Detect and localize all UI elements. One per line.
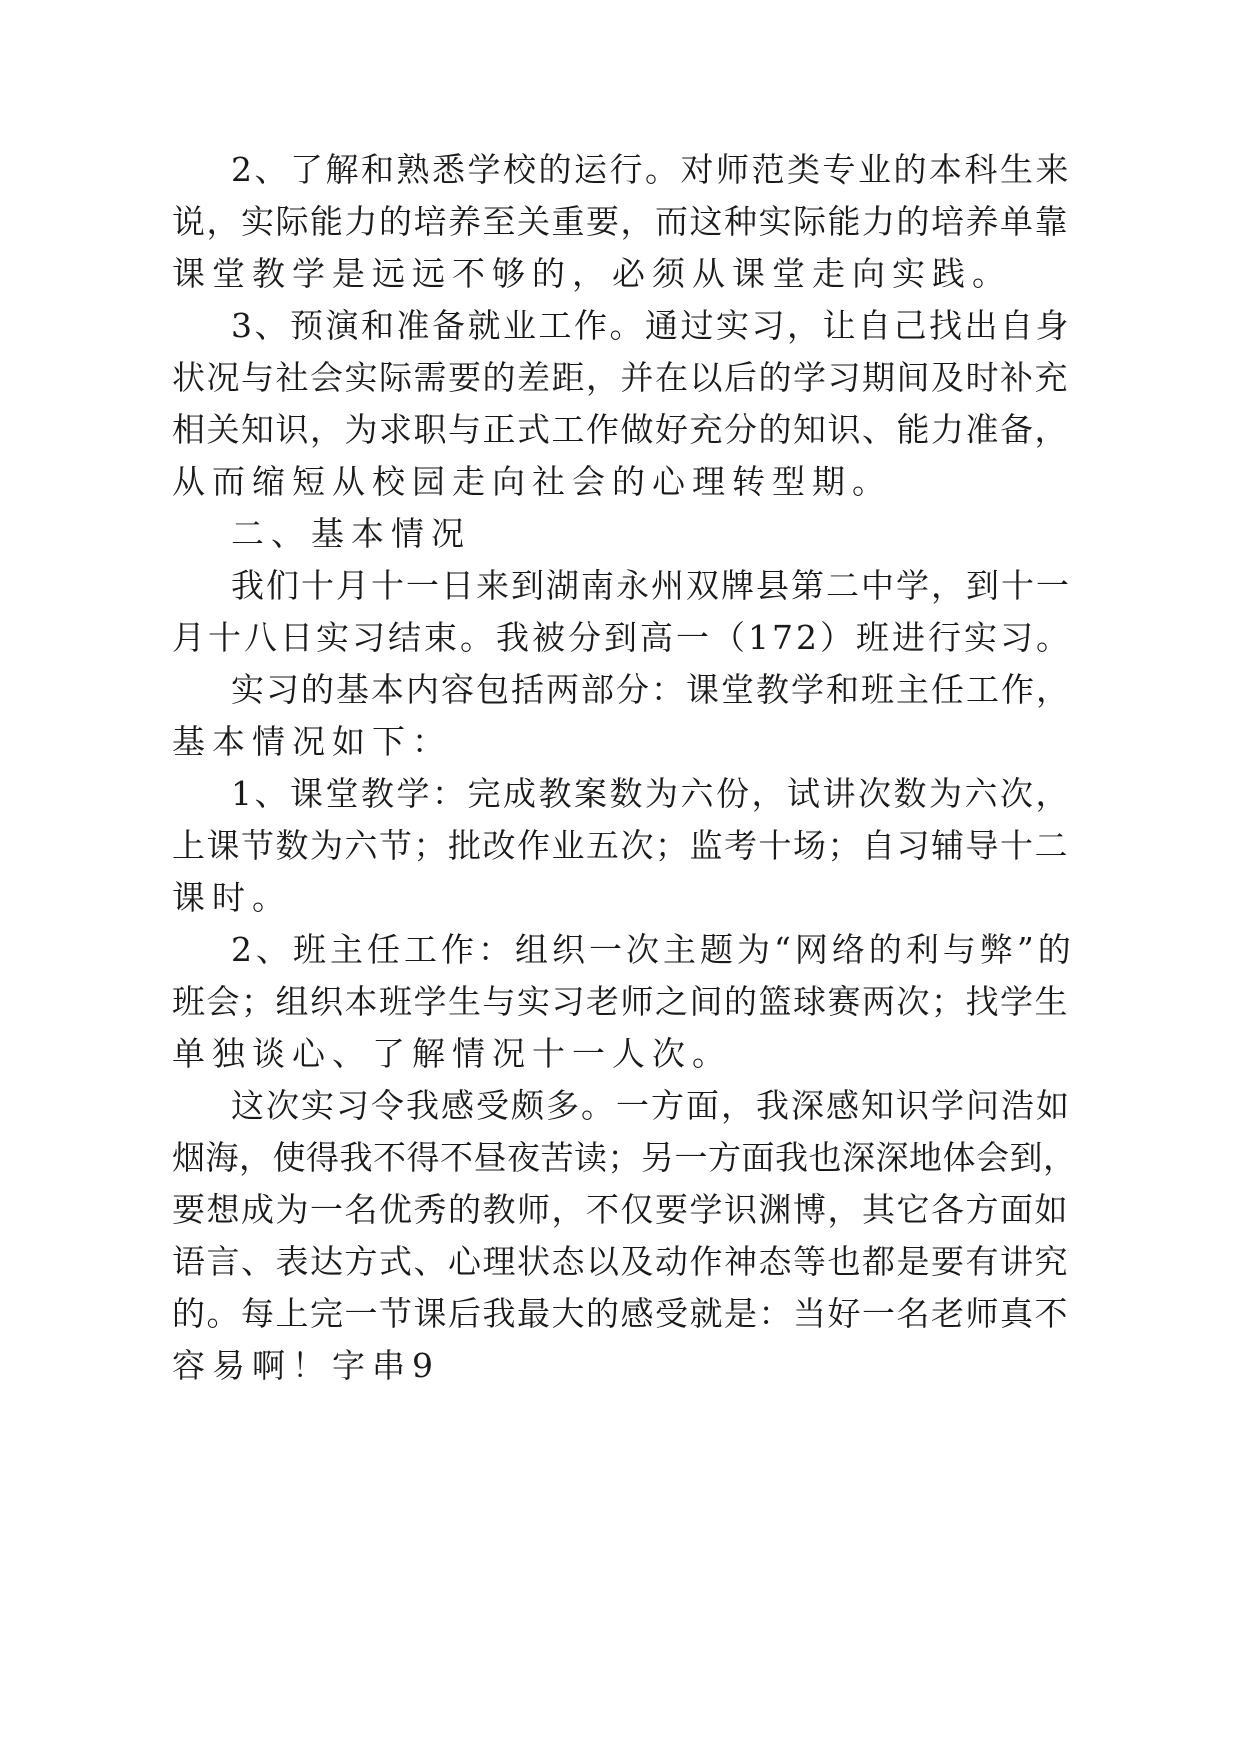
text-line: 课时。 [172,878,292,917]
text-line: 状况与社会实际需要的差距，并在以后的学习期间及时补充 [172,358,1069,397]
text-line: 相关知识，为求职与正式工作做好充分的知识、能力准备， [172,410,1069,449]
text-line: 容易啊！字串9 [172,1346,440,1385]
text-line: 单独谈心、了解情况十一人次。 [172,1034,732,1073]
text-line: 上课节数为六节；批改作业五次；监考十场；自习辅导十二 [172,826,1069,865]
text-line: 班会；组织本班学生与实习老师之间的篮球赛两次；找学生 [172,982,1069,1021]
text-line: 课堂教学是远远不够的，必须从课堂走向实践。 [172,254,1012,293]
text-line: 从而缩短从校园走向社会的心理转型期。 [172,462,892,501]
text-line: 基本情况如下： [172,722,452,761]
text-line: 1、课堂教学：完成教案数为六份，试讲次数为六次， [231,774,1071,813]
text-line: 说，实际能力的培养至关重要，而这种实际能力的培养单靠 [172,202,1069,241]
text-line: 语言、表达方式、心理状态以及动作神态等也都是要有讲究 [172,1242,1069,1281]
text-line: 我们十月十一日来到湖南永州双牌县第二中学，到十一 [231,566,1071,605]
text-line: 实习的基本内容包括两部分：课堂教学和班主任工作， [231,670,1071,709]
text-line: 月十八日实习结束。我被分到高一（172）班进行实习。 [172,618,1072,657]
text-line: 2、班主任工作：组织一次主题为“网络的利与弊”的 [231,930,1075,969]
text-line: 要想成为一名优秀的教师，不仅要学识渊博，其它各方面如 [172,1190,1069,1229]
text-line: 2、了解和熟悉学校的运行。对师范类专业的本科生来 [231,150,1071,189]
section-heading: 二、基本情况 [231,514,471,553]
text-line: 这次实习令我感受颇多。一方面，我深感知识学问浩如 [231,1086,1071,1125]
text-line: 的。每上完一节课后我最大的感受就是：当好一名老师真不 [172,1294,1069,1333]
text-line: 烟海，使得我不得不昼夜苦读；另一方面我也深深地体会到， [172,1138,1077,1177]
text-line: 3、预演和准备就业工作。通过实习，让自己找出自身 [231,306,1071,345]
